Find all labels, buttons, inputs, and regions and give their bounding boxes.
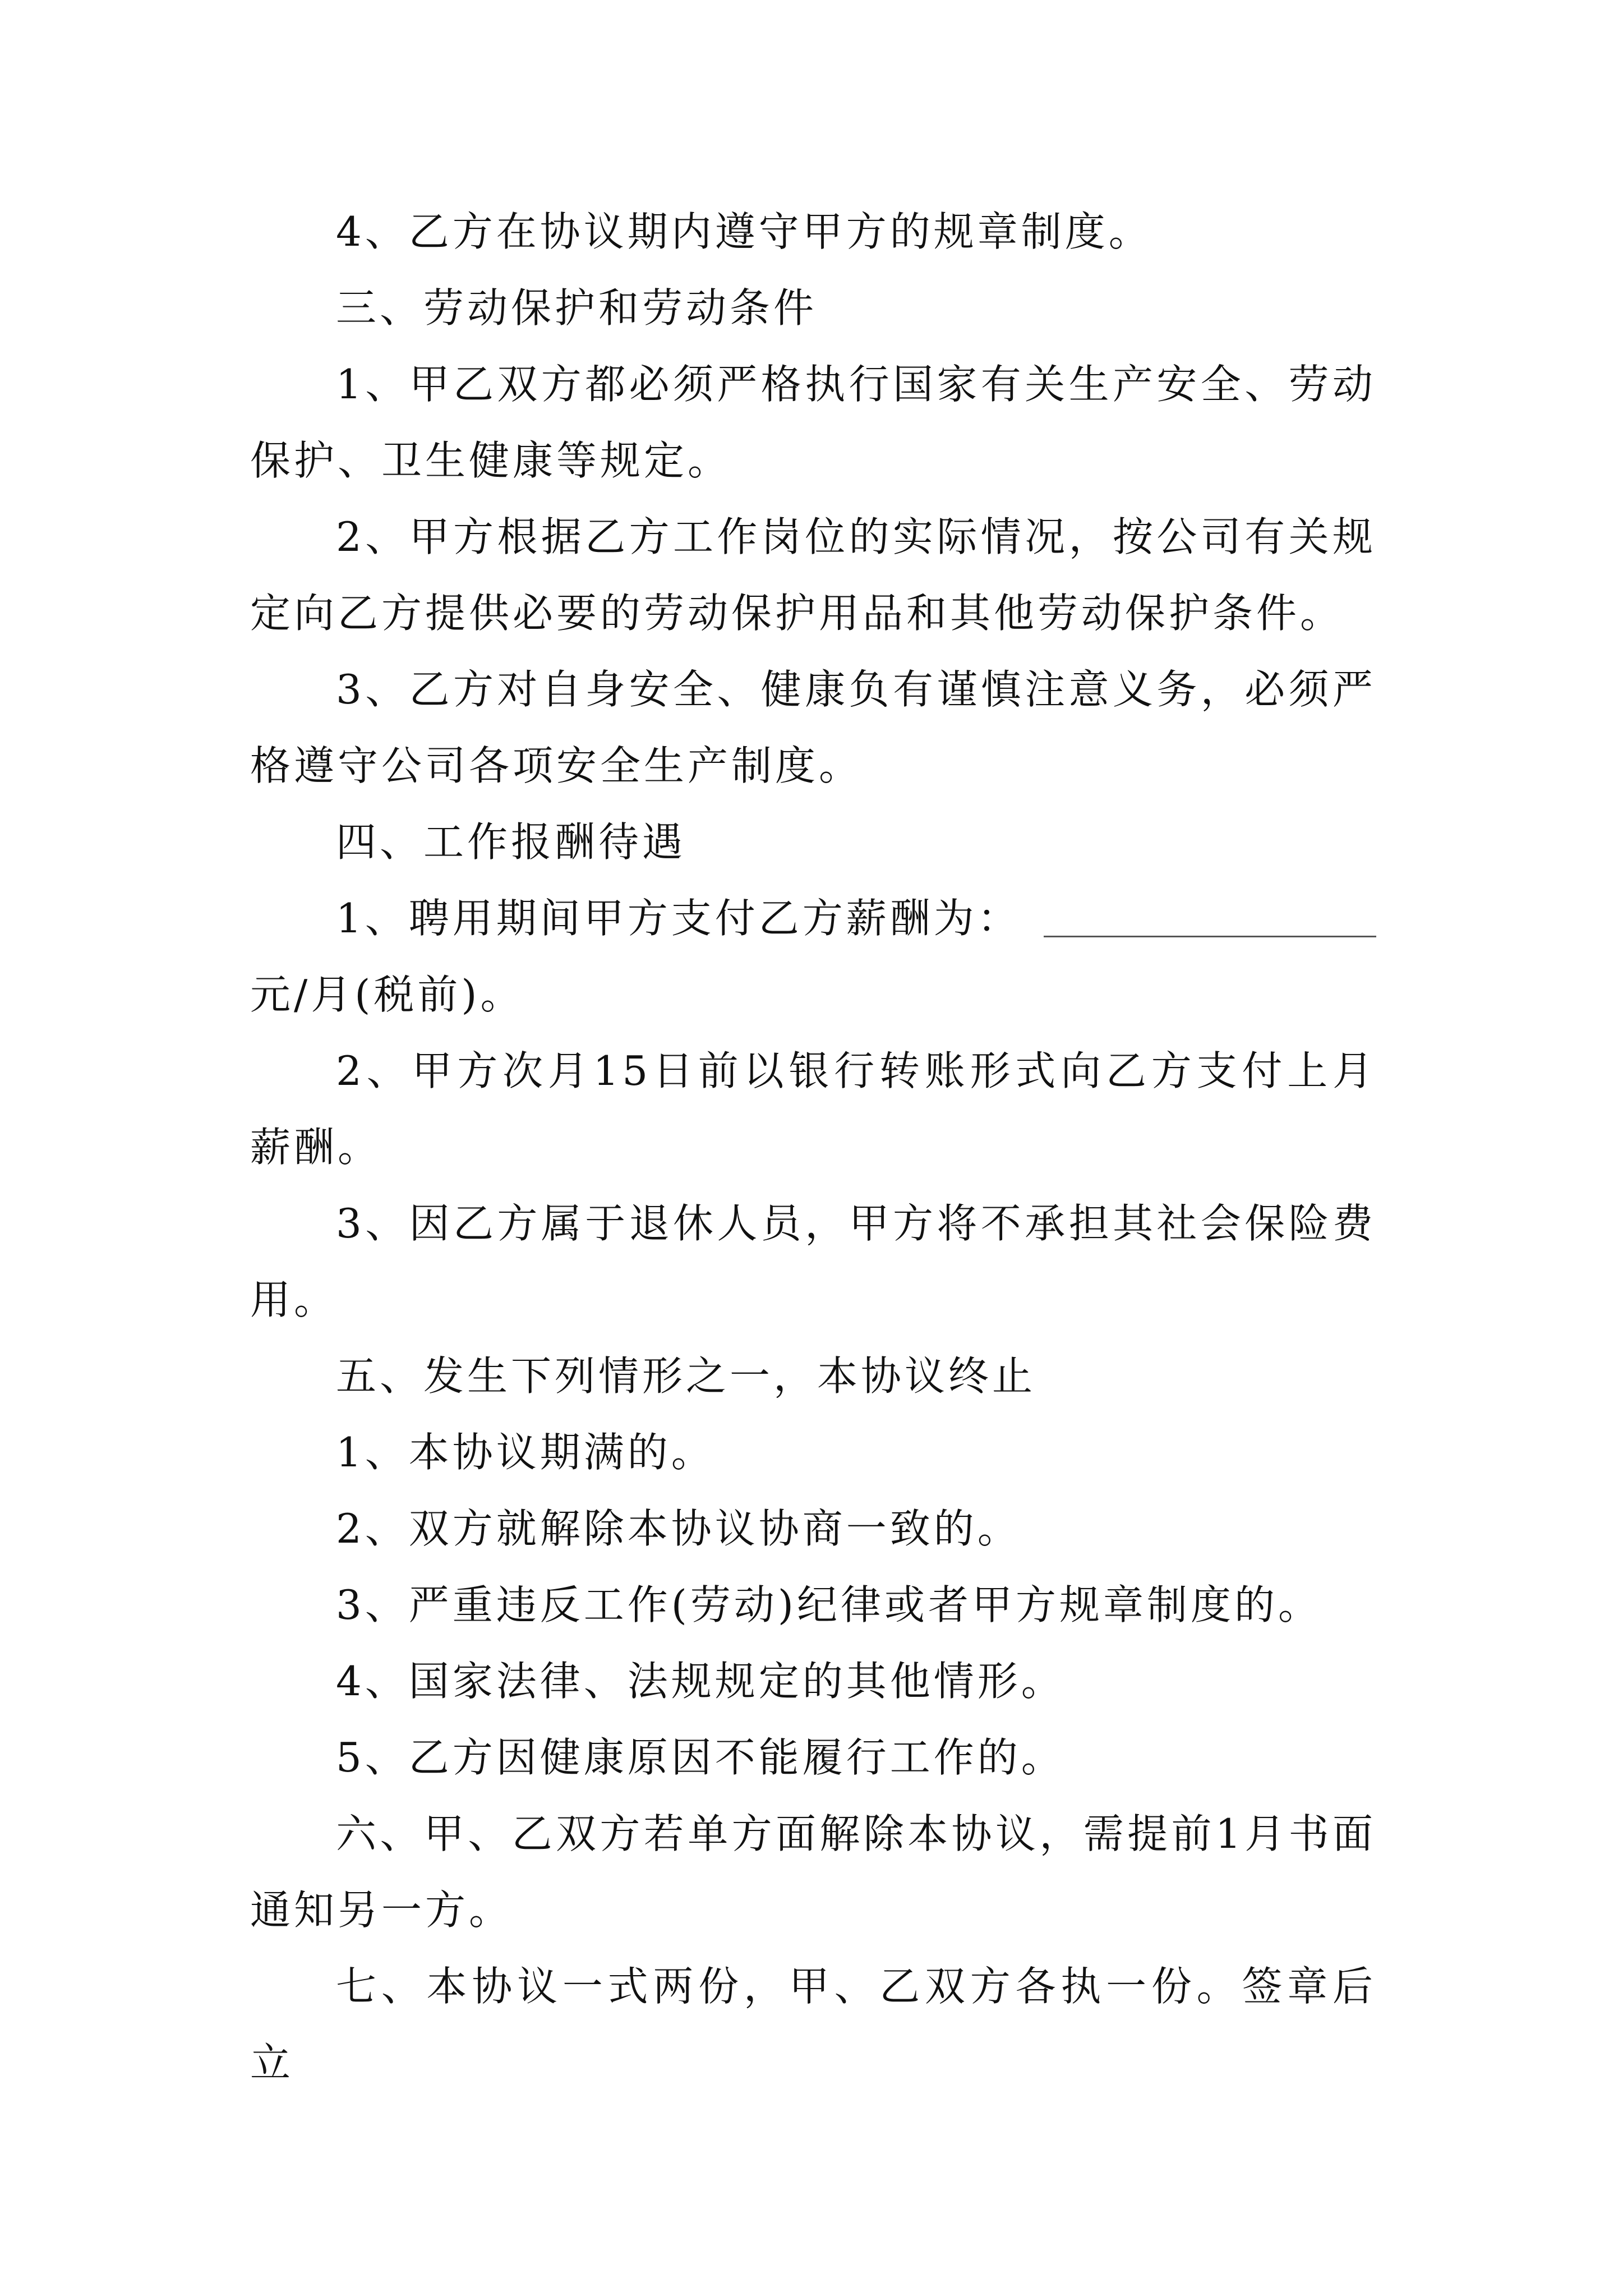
clause-5-1: 1、本协议期满的。 xyxy=(336,1429,715,1476)
document-page xyxy=(250,194,1376,2101)
section-4-heading: 四、工作报酬待遇 xyxy=(336,818,686,866)
clause-3-3: 3、乙方对自身安全、健康负有谨慎注意义务，必须严格遵守公司各项安全生产制度。 xyxy=(250,666,1376,789)
clause-3-1: 1、甲乙双方都必须严格执行国家有关生产安全、劳动保护、卫生健康等规定。 xyxy=(250,361,1376,484)
clause-5-4: 4、国家法律、法规规定的其他情形。 xyxy=(336,1658,1065,1705)
clause-4-2: 2、甲方次月15日前以银行转账形式向乙方支付上月薪酬。 xyxy=(250,1047,1376,1171)
salary-unit: 元/月(税前)。 xyxy=(250,971,524,1018)
clause-4-rules: 4、乙方在协议期内遵守甲方的规章制度。 xyxy=(336,208,1152,255)
clause-5-2: 2、双方就解除本协议协商一致的。 xyxy=(336,1505,1021,1552)
section-6-clause: 六、甲、乙双方若单方面解除本协议，需提前1月书面通知另一方。 xyxy=(250,1810,1376,1934)
section-5-heading: 五、发生下列情形之一，本协议终止 xyxy=(336,1352,1036,1400)
clause-4-1-salary xyxy=(250,880,1376,956)
section-7-clause: 七、本协议一式两份，甲、乙双方各执一份。签章后立 xyxy=(250,1963,1376,2086)
section-3-heading: 三、劳动保护和劳动条件 xyxy=(336,284,818,332)
clause-4-3: 3、因乙方属于退休人员，甲方将不承担其社会保险费用。 xyxy=(250,1200,1376,1323)
salary-label: 1、聘用期间甲方支付乙方薪酬为： xyxy=(336,895,1021,942)
clause-3-2: 2、甲方根据乙方工作岗位的实际情况，按公司有关规定向乙方提供必要的劳动保护用品和其他劳动保护条件。 xyxy=(250,513,1376,637)
clause-5-5: 5、乙方因健康原因不能履行工作的。 xyxy=(336,1734,1065,1781)
salary-blank-line[interactable] xyxy=(1044,930,1376,937)
clause-5-3: 3、严重违反工作(劳动)纪律或者甲方规章制度的。 xyxy=(336,1581,1322,1628)
